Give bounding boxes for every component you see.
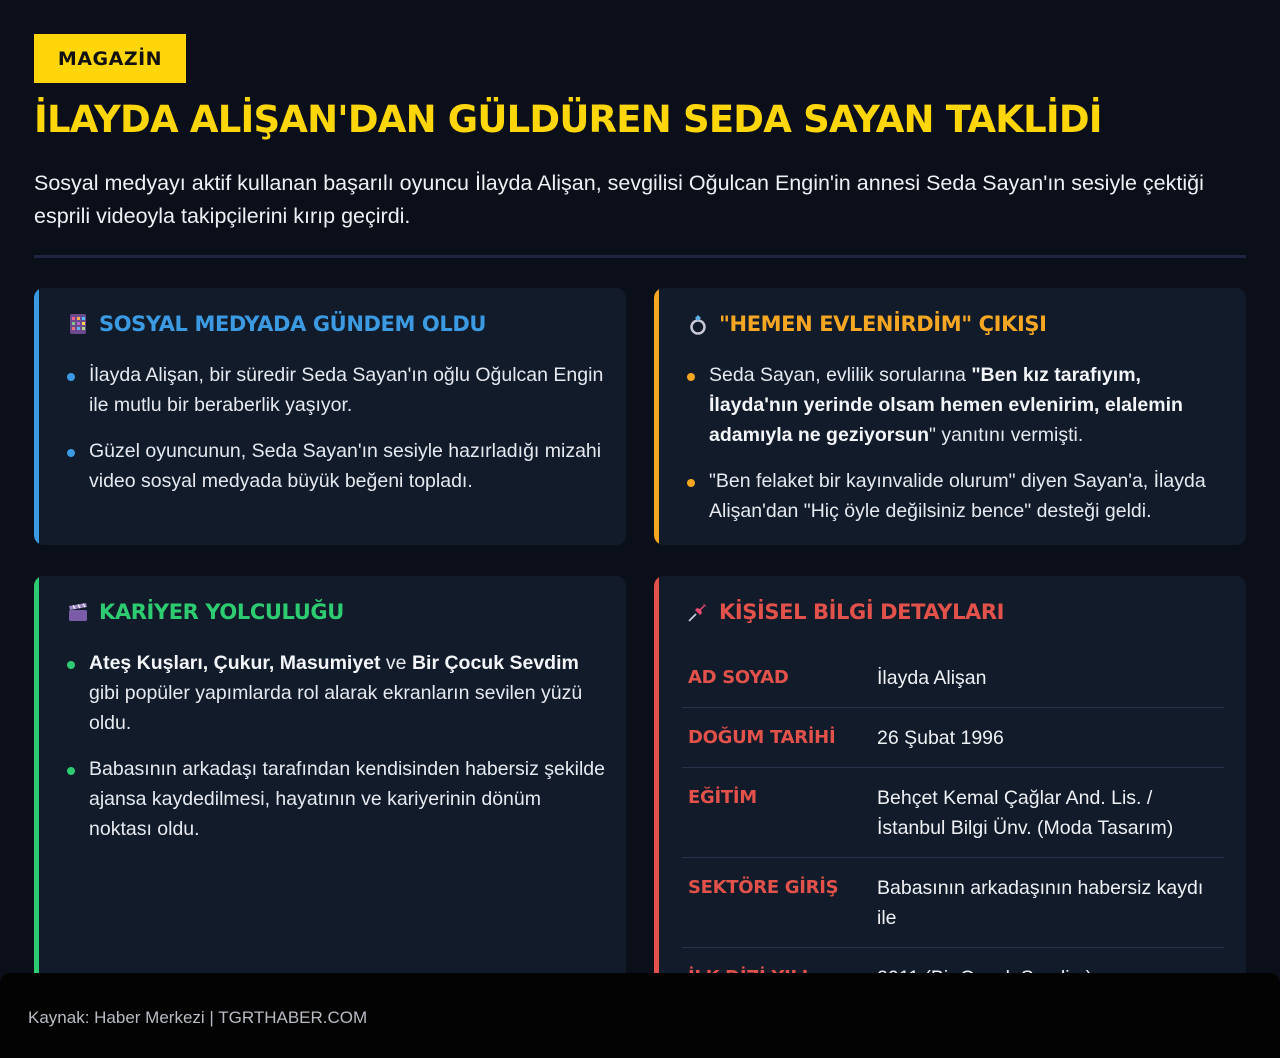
bullet-dot-icon bbox=[687, 373, 695, 381]
list-item: İlayda Alişan, bir süredir Seda Sayan'ın oğlu Oğulcan Engin ile mutlu bir beraberlik yaşıyor. bbox=[67, 360, 606, 420]
card-accent-bar bbox=[34, 288, 39, 545]
page-title: İLAYDA ALİŞAN'DAN GÜLDÜREN SEDA SAYAN TAKLİDİ bbox=[34, 98, 1102, 141]
list-item: Güzel oyuncunun, Seda Sayan'ın sesiyle hazırladığı mizahi video sosyal medyada büyük beğeni topladı. bbox=[67, 436, 606, 496]
row-label: EĞİTİM bbox=[688, 787, 757, 808]
card-marriage-quote bbox=[654, 288, 1246, 545]
card-accent-bar bbox=[34, 576, 39, 996]
table-row bbox=[682, 708, 1224, 768]
bullet-dot-icon bbox=[687, 479, 695, 487]
list-item: Ateş Kuşları, Çukur, Masumiyet ve Bir Çocuk Sevdim gibi popüler yapımlarda rol alarak ekranların sevilen yüzü oldu. bbox=[67, 648, 606, 738]
bullet-list bbox=[687, 360, 1226, 542]
lead-paragraph: Sosyal medyayı aktif kullanan başarılı oyuncu İlayda Alişan, sevgilisi Oğulcan Engin'in annesi Seda Sayan'ın sesiyle çektiği esprili videoyla takipçilerini kırıp geçirdi. bbox=[34, 171, 1204, 228]
list-item: "Ben felaket bir kayınvalide olurum" diyen Sayan'a, İlayda Alişan'dan "Hiç öyle değilsiniz bence" desteği geldi. bbox=[687, 466, 1226, 526]
list-item: Seda Sayan, evlilik sorularına "Ben kız tarafıyım, İlayda'nın yerinde olsam hemen evlenirim, elalemin adamıyla ne geziyorsun" yanıtını vermişti. bbox=[687, 360, 1226, 450]
card-title: KARİYER YOLCULUĞU bbox=[99, 600, 344, 624]
row-label: DOĞUM TARİHİ bbox=[688, 727, 836, 748]
row-value: Behçet Kemal Çağlar And. Lis. / İstanbul Bilgi Ünv. (Moda Tasarım) bbox=[877, 787, 1174, 839]
clapper-icon bbox=[67, 601, 89, 623]
bullet-list bbox=[67, 648, 606, 860]
source-footer bbox=[0, 973, 1280, 1058]
bullet-dot-icon bbox=[67, 449, 75, 457]
card-heading bbox=[67, 600, 344, 624]
phone-icon bbox=[67, 313, 89, 335]
table-row bbox=[682, 858, 1224, 948]
card-accent-bar bbox=[654, 288, 659, 545]
source-text: Kaynak: Haber Merkezi | TGRTHABER.COM bbox=[28, 1008, 368, 1027]
row-label: SEKTÖRE GİRİŞ bbox=[688, 877, 839, 898]
header-divider bbox=[34, 255, 1246, 258]
card-heading bbox=[687, 312, 1047, 336]
category-badge: MAGAZİN bbox=[34, 34, 186, 83]
card-accent-bar bbox=[654, 576, 659, 996]
bullet-dot-icon bbox=[67, 661, 75, 669]
row-label: AD SOYAD bbox=[688, 667, 789, 688]
table-row bbox=[682, 768, 1224, 858]
row-value: Babasının arkadaşının habersiz kaydı ile bbox=[877, 877, 1204, 929]
card-social-media bbox=[34, 288, 626, 545]
card-title: KİŞİSEL BİLGİ DETAYLARI bbox=[719, 600, 1005, 624]
list-item: Babasının arkadaşı tarafından kendisinden habersiz şekilde ajansa kaydedilmesi, hayatının ve kariyerinin dönüm noktası oldu. bbox=[67, 754, 606, 844]
info-table bbox=[682, 648, 1224, 996]
card-heading bbox=[687, 600, 1004, 624]
ring-icon bbox=[687, 313, 709, 335]
bullet-dot-icon bbox=[67, 767, 75, 775]
card-title: "HEMEN EVLENİRDİM" ÇIKIŞI bbox=[719, 312, 1047, 336]
row-value: İlayda Alişan bbox=[877, 667, 987, 689]
card-heading bbox=[67, 312, 486, 336]
row-value: 26 Şubat 1996 bbox=[877, 727, 1004, 749]
bullet-dot-icon bbox=[67, 373, 75, 381]
card-career bbox=[34, 576, 626, 996]
pushpin-icon bbox=[687, 601, 709, 623]
card-personal-info bbox=[654, 576, 1246, 996]
table-row bbox=[682, 648, 1224, 708]
bullet-list bbox=[67, 360, 606, 512]
card-title: SOSYAL MEDYADA GÜNDEM OLDU bbox=[99, 312, 487, 336]
